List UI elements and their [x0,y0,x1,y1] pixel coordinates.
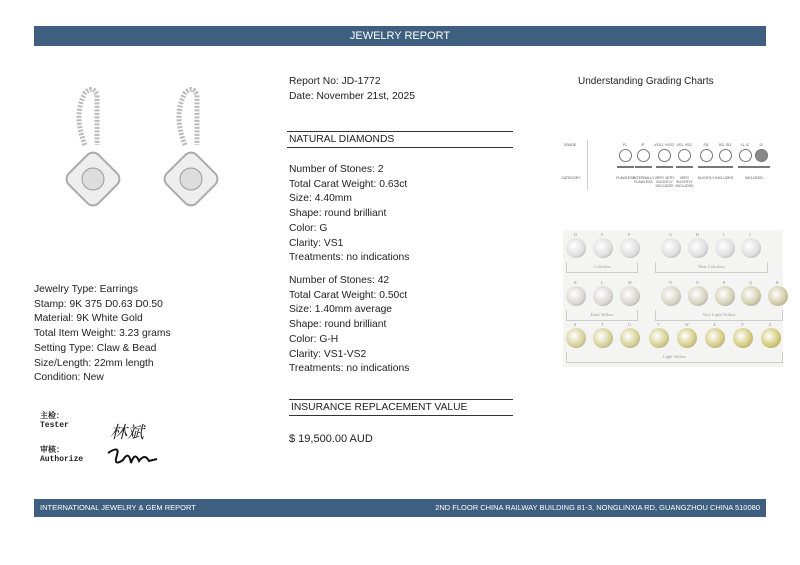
color-diamond-icon [768,286,788,306]
stone-line: Treatments: no indications [289,363,410,375]
item-line: Condition: New [34,372,104,384]
color-grade-letter: M [628,280,632,285]
accent-stones [289,274,409,377]
clarity-category: VERY VERY SLIGHTLY INCLUDED [654,176,675,188]
clarity-grade: VVS1, VVS2 [654,143,674,147]
stone-line: Color: G-H [289,333,339,345]
clarity-grade: IF [641,143,645,147]
stone-line: Size: 1.40mm average [289,304,393,316]
clarity-category: SLIGHTLY INCLUDED [697,176,734,180]
clarity-category: FLAWLESS [616,176,635,180]
clarity-category: INCLUDED [745,176,763,180]
item-line: Material: 9K White Gold [34,313,143,325]
color-grade-letter: R [776,280,779,285]
clarity-bracket [698,166,733,168]
color-grade-letter: H [696,232,699,237]
clarity-chart [560,138,785,193]
insurance-heading: INSURANCE REPLACEMENT VALUE [289,399,513,416]
color-grade-letter: X [713,322,716,327]
clarity-diamond-icon [658,149,671,162]
color-diamond-icon [620,328,640,348]
footer-company: INTERNATIONAL JEWELRY & GEM REPORT [40,503,196,512]
clarity-divider [587,140,588,190]
color-diamond-icon [620,238,640,258]
stone-line: Total Carat Weight: 0.50ct [289,289,408,301]
clarity-grade: I1, I2 [741,143,749,147]
clarity-grade-label: GRADE [563,143,577,147]
tester-cn: 主检： [40,412,64,421]
color-diamond-icon [566,286,586,306]
color-group-label: Light Yellow [566,352,783,363]
clarity-diamond-icon [755,149,768,162]
clarity-category: INTERNALLY FLAWLESS [633,176,655,184]
item-line: Setting Type: Claw & Bead [34,342,157,354]
clarity-grade: VS1, VS2 [676,143,692,147]
color-grade-letter: U [628,322,631,327]
color-grade-letter: Y [741,322,744,327]
color-group-label: Near Colorless [655,262,768,273]
stone-line: Color: G [289,222,328,234]
item-line: Jewelry Type: Earrings [34,284,138,295]
tester-signature: 林斌 [110,423,144,443]
color-diamond-icon [661,286,681,306]
stone-line: Size: 4.40mm [289,193,352,205]
clarity-category-label: CATEGORY [561,176,581,180]
clarity-category: VERY SLIGHTLY INCLUDED [675,176,694,188]
earrings-photo [55,85,225,235]
grading-charts-title: Understanding Grading Charts [578,76,714,87]
color-diamond-icon [677,328,697,348]
color-diamond-icon [566,328,586,348]
clarity-bracket [617,166,634,168]
color-diamond-icon [661,238,681,258]
stone-line: Number of Stones: 42 [289,275,390,286]
color-diamond-icon [593,328,613,348]
clarity-grade: SI2, SI3 [718,143,732,147]
report-footer [34,499,766,517]
stone-line: Number of Stones: 2 [289,164,384,175]
color-grade-letter: F [628,232,631,237]
clarity-grade: I3 [759,143,763,147]
tester-label [40,412,69,430]
clarity-bracket [635,166,652,168]
color-diamond-icon [688,286,708,306]
color-grade-letter: D [574,232,577,237]
color-diamond-icon [733,328,753,348]
clarity-grade: SI1 [703,143,709,147]
color-grade-letter: K [574,280,577,285]
color-diamond-icon [620,286,640,306]
stone-line: Shape: round brilliant [289,319,387,331]
stone-line: Shape: round brilliant [289,208,387,220]
report-info [289,75,415,104]
authorize-en: Authorize [40,455,84,464]
item-line: Stamp: 9K 375 D0.63 D0.50 [34,298,163,310]
color-grade-letter: L [601,280,604,285]
clarity-diamond-icon [739,149,752,162]
footer-address: 2ND FLOOR CHINA RAILWAY BUILDING 81-3, NONGLINXIA RD, GUANGZHOU CHINA 510080 [435,503,760,512]
color-diamond-icon [715,238,735,258]
clarity-bracket [676,166,693,168]
natural-diamonds-heading: NATURAL DIAMONDS [287,131,513,148]
insurance-value: $ 19,500.00 AUD [289,433,373,445]
color-chart [563,230,783,367]
stone-line: Clarity: VS1-VS2 [289,348,367,360]
color-diamond-icon [715,286,735,306]
stone-line: Clarity: VS1 [289,237,344,249]
report-number: Report No: JD-1772 [289,76,381,87]
color-grade-letter: J [749,232,751,237]
tester-en: Tester [40,421,69,430]
color-grade-letter: S [574,322,577,327]
stone-line: Treatments: no indications [289,252,410,264]
stone-line: Total Carat Weight: 0.63ct [289,178,408,190]
color-grade-letter: N [669,280,672,285]
color-grade-letter: G [669,232,672,237]
color-grade-letter: V [657,322,660,327]
color-grade-letter: O [696,280,699,285]
color-grade-letter: W [685,322,689,327]
clarity-diamond-icon [619,149,632,162]
color-diamond-icon [566,238,586,258]
item-line: Size/Length: 22mm length [34,357,154,369]
clarity-diamond-icon [719,149,732,162]
color-diamond-icon [761,328,781,348]
authorize-cn: 审核： [40,446,64,455]
color-diamond-icon [593,238,613,258]
color-diamond-icon [649,328,669,348]
report-date: Date: November 21st, 2025 [289,90,415,102]
item-details [34,283,171,386]
color-diamond-icon [593,286,613,306]
color-diamond-icon [705,328,725,348]
clarity-diamond-icon [700,149,713,162]
report-header: JEWELRY REPORT [34,26,766,46]
clarity-bracket [738,166,770,168]
color-grade-letter: T [601,322,604,327]
authorize-label [40,446,83,464]
color-grade-letter: Q [749,280,752,285]
color-diamond-icon [741,238,761,258]
color-grade-letter: Z [769,322,772,327]
clarity-grade: FL [622,143,628,147]
authorize-signature [105,445,160,470]
color-diamond-icon [741,286,761,306]
clarity-diamond-icon [678,149,691,162]
color-grade-letter: E [601,232,604,237]
color-group-label: Very Light Yellow [655,310,783,321]
color-group-label: Faint Yellow [566,310,638,321]
color-diamond-icon [688,238,708,258]
center-stones [289,163,409,266]
item-line: Total Item Weight: 3.23 grams [34,328,171,340]
color-group-label: Colorless [566,262,638,273]
clarity-bracket [656,166,673,168]
color-grade-letter: I [723,232,725,237]
clarity-diamond-icon [637,149,650,162]
color-grade-letter: P [723,280,726,285]
